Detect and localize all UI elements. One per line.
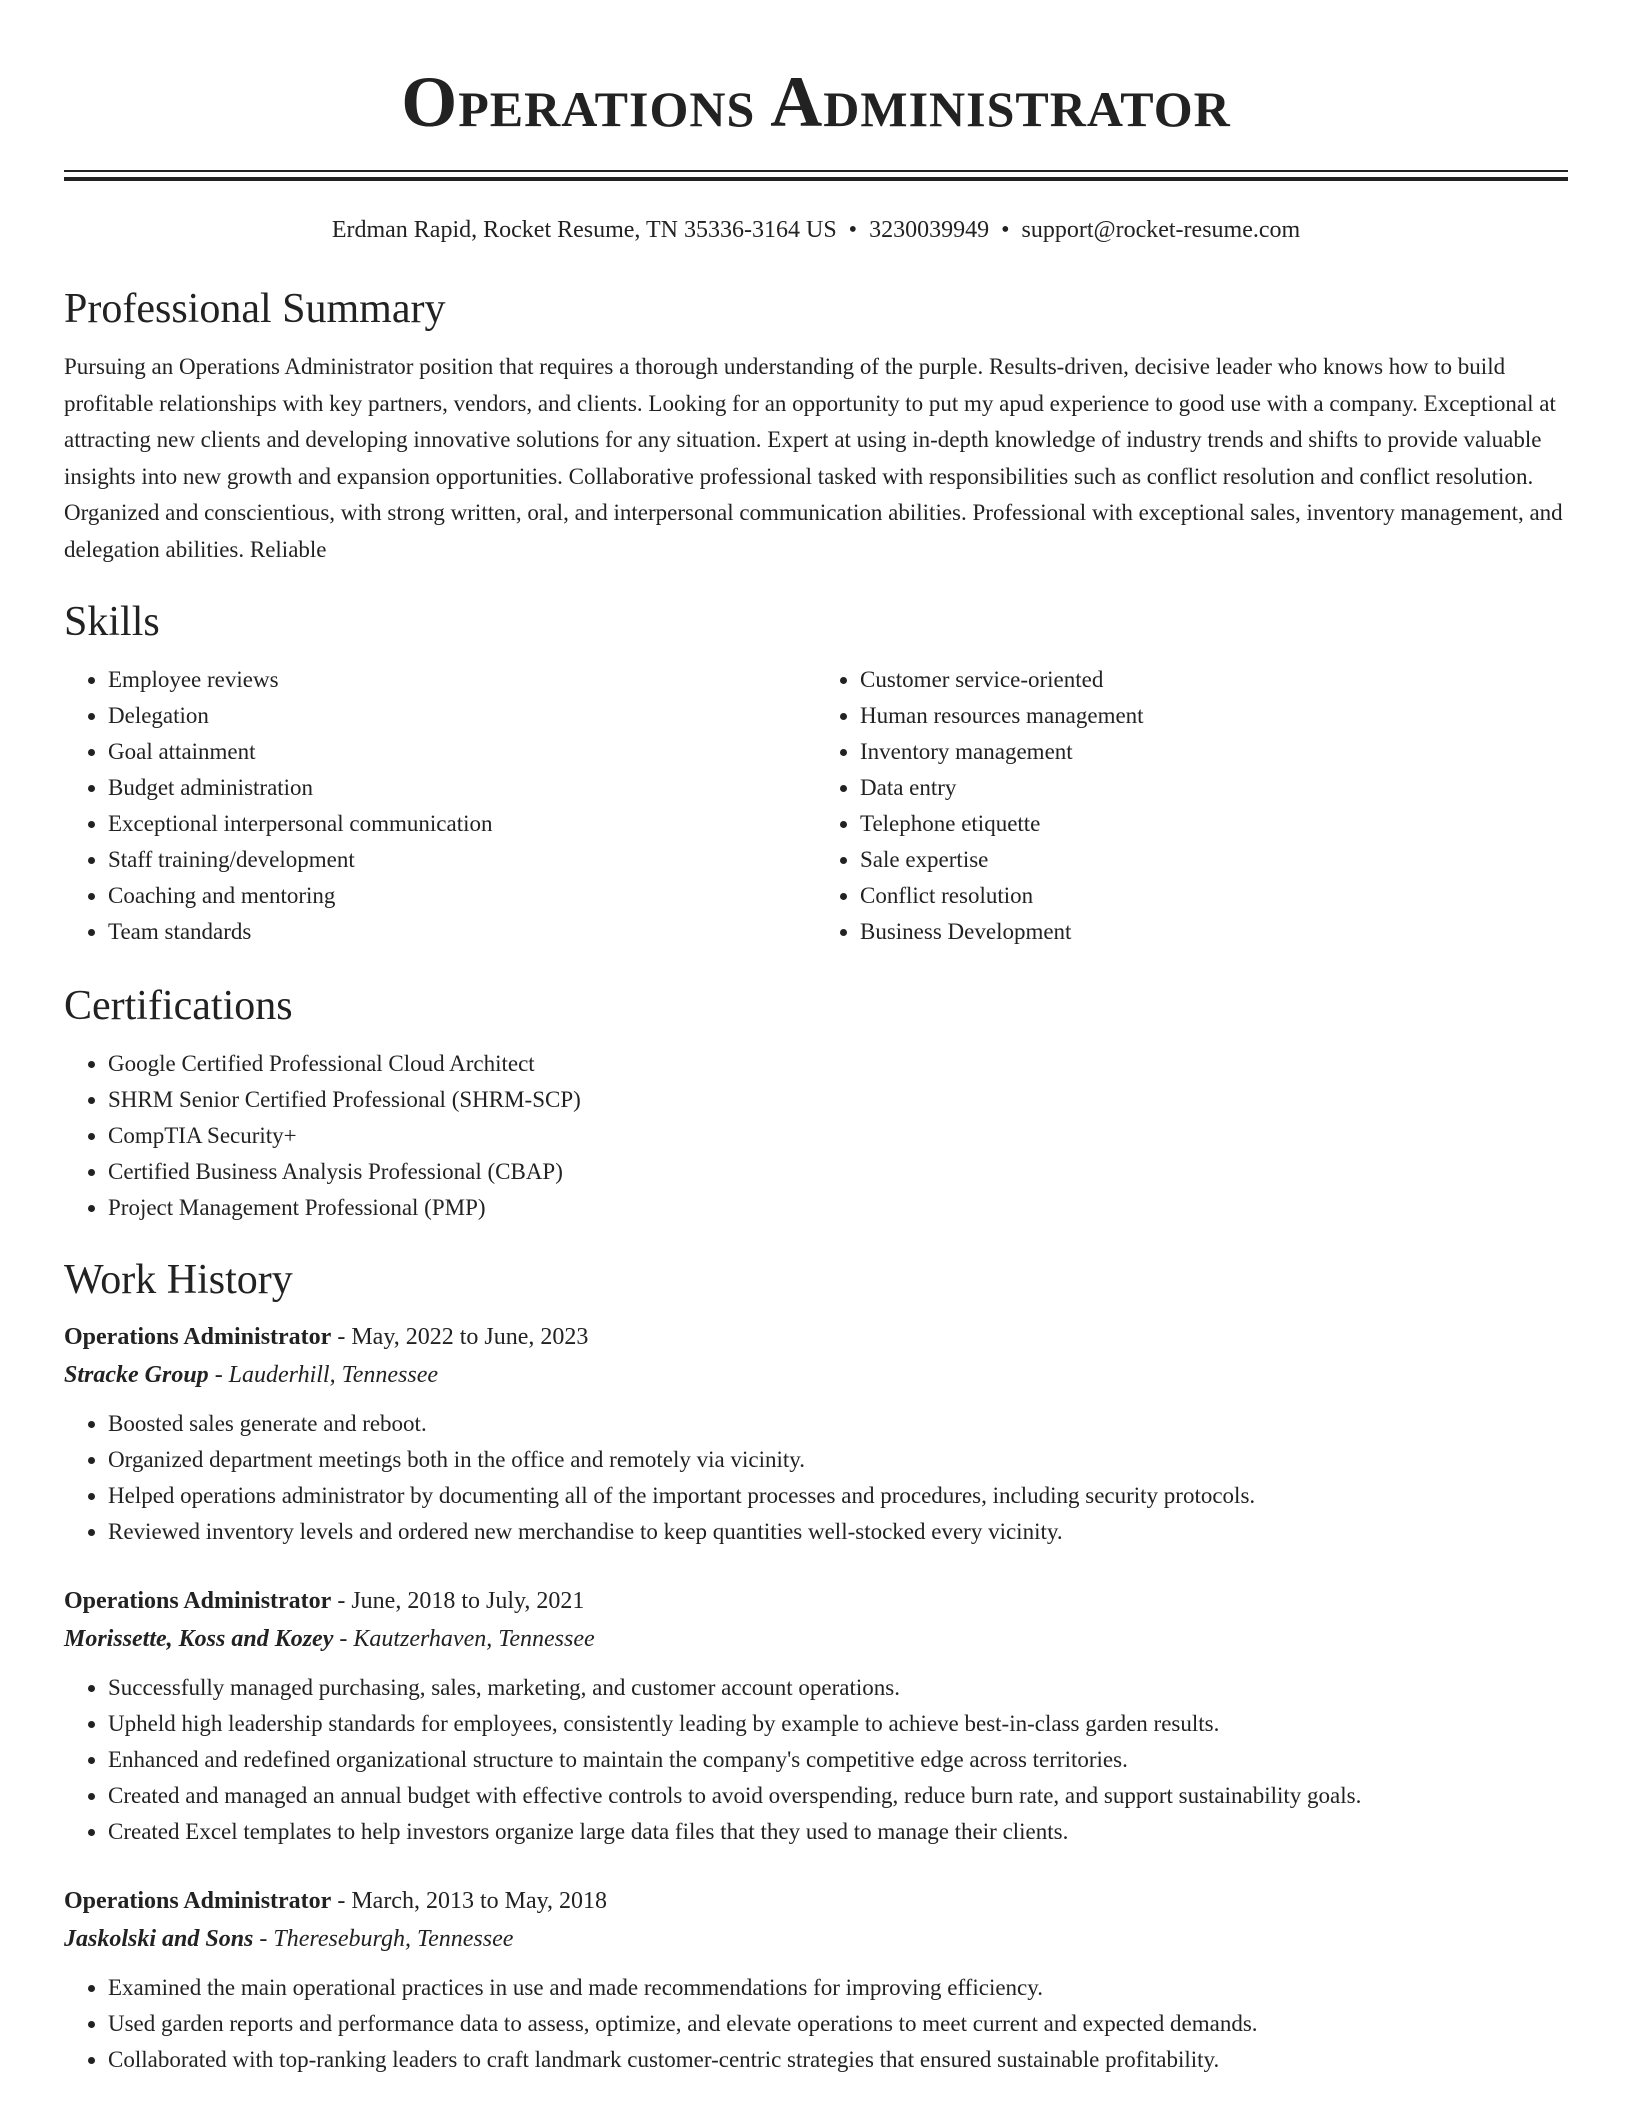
job-bullet: • Boosted sales generate and reboot. <box>108 1406 1568 1442</box>
certification-item: • Project Management Professional (PMP) <box>108 1190 1568 1226</box>
skill-item: • Inventory management <box>860 734 1568 770</box>
resume-page <box>64 0 1568 2078</box>
skill-item: • Team standards <box>108 914 816 950</box>
certification-item: • SHRM Senior Certified Professional (SHRM-SCP) <box>108 1082 1568 1118</box>
contact-line <box>64 215 1568 245</box>
job-bullet: • Examined the main operational practices in use and made recommendations for improving efficiency. <box>108 1970 1568 2006</box>
job-bullet: • Organized department meetings both in the office and remotely via vicinity. <box>108 1442 1568 1478</box>
summary-text: Pursuing an Operations Administrator position that requires a thorough understanding of the purple. Results-driven, decisive leader who knows how to build profitable relationships with key partners, vendors, and clients. Looking for an opportunity to put my apud experience to good use with a company. Exceptional at attracting new clients and developing innovative solutions for any situation. Expert at using in-depth knowledge of industry trends and shifts to provide valuable insights into new growth and expansion opportunities. Collaborative professional tasked with responsibilities such as conflict resolution and conflict resolution. Organized and conscientious, with strong written, oral, and interpersonal communication abilities. Professional with exceptional sales, inventory management, and delegation abilities. Reliable <box>64 354 1563 562</box>
skill-item: • Human resources management <box>860 698 1568 734</box>
contact-email: support@rocket-resume.com <box>1021 217 1301 243</box>
job-dates: - June, 2018 to July, 2021 <box>331 1588 585 1614</box>
job-title: Operations Administrator <box>64 1588 332 1614</box>
job-bullet: • Collaborated with top-ranking leaders to craft landmark customer-centric strategies that ensured sustainable profitability. <box>108 2042 1568 2078</box>
section-heading-skills: Skills <box>64 599 160 645</box>
job-entry <box>64 1882 1568 2078</box>
skill-item: • Customer service-oriented <box>860 662 1568 698</box>
header-divider-thick <box>64 177 1568 181</box>
section-heading-summary: Professional Summary <box>64 286 446 332</box>
header-divider-thin <box>64 170 1568 172</box>
skill-item: • Conflict resolution <box>860 878 1568 914</box>
job-location: - Lauderhill, Tennessee <box>208 1362 439 1388</box>
skill-item: • Goal attainment <box>108 734 816 770</box>
job-title-line <box>64 1882 1568 1920</box>
job-company: Jaskolski and Sons <box>64 1926 254 1952</box>
job-company-line <box>64 1920 1568 1958</box>
job-dates: - March, 2013 to May, 2018 <box>331 1888 608 1914</box>
job-bullet: • Reviewed inventory levels and ordered new merchandise to keep quantities well-stocked every vicinity. <box>108 1514 1568 1550</box>
certification-item: • Certified Business Analysis Professional (CBAP) <box>108 1154 1568 1190</box>
skill-item: • Delegation <box>108 698 816 734</box>
skill-item: • Coaching and mentoring <box>108 878 816 914</box>
contact-phone: 3230039949 <box>869 217 990 243</box>
contact-separator: • <box>1001 217 1010 243</box>
job-company: Stracke Group <box>64 1362 209 1388</box>
skill-item: • Sale expertise <box>860 842 1568 878</box>
resume-title: Operations Administrator <box>401 62 1231 142</box>
job-bullet: • Used garden reports and performance data to assess, optimize, and elevate operations to meet current and expected demands. <box>108 2006 1568 2042</box>
job-company: Morissette, Koss and Kozey <box>64 1626 334 1652</box>
job-title-line <box>64 1318 1568 1356</box>
certification-item: • Google Certified Professional Cloud Architect <box>108 1046 1568 1082</box>
job-location: - Thereseburgh, Tennessee <box>253 1926 514 1952</box>
certifications-list <box>64 1046 1568 1226</box>
job-entry <box>64 1318 1568 1550</box>
job-title: Operations Administrator <box>64 1324 332 1350</box>
job-bullets <box>64 1406 1568 1550</box>
skill-item: • Staff training/development <box>108 842 816 878</box>
job-bullet: • Created and managed an annual budget with effective controls to avoid overspending, reduce burn rate, and support sustainability goals. <box>108 1778 1568 1814</box>
section-heading-work-history: Work History <box>64 1257 293 1303</box>
skill-item: • Budget administration <box>108 770 816 806</box>
job-title-line <box>64 1582 1568 1620</box>
contact-separator: • <box>848 217 858 243</box>
job-company-line <box>64 1620 1568 1658</box>
job-bullet: • Successfully managed purchasing, sales, marketing, and customer account operations. <box>108 1670 1568 1706</box>
skill-item: • Data entry <box>860 770 1568 806</box>
job-dates: - May, 2022 to June, 2023 <box>331 1324 589 1350</box>
certification-item: • CompTIA Security+ <box>108 1118 1568 1154</box>
job-entry <box>64 1582 1568 1850</box>
skill-item: • Telephone etiquette <box>860 806 1568 842</box>
job-bullet: • Upheld high leadership standards for employees, consistently leading by example to achieve best-in-class garden results. <box>108 1706 1568 1742</box>
skills-list-right <box>816 662 1568 950</box>
job-bullets <box>64 1670 1568 1850</box>
job-company-line <box>64 1356 1568 1394</box>
job-title: Operations Administrator <box>64 1888 332 1914</box>
job-bullets <box>64 1970 1568 2078</box>
job-location: - Kautzerhaven, Tennessee <box>333 1626 595 1652</box>
contact-address: Erdman Rapid, Rocket Resume, TN 35336-3164 US <box>331 217 837 243</box>
job-bullet: • Helped operations administrator by documenting all of the important processes and procedures, including security protocols. <box>108 1478 1568 1514</box>
job-bullet: • Enhanced and redefined organizational structure to maintain the company's competitive edge across territories. <box>108 1742 1568 1778</box>
skill-item: • Business Development <box>860 914 1568 950</box>
job-bullet: • Created Excel templates to help investors organize large data files that they used to manage their clients. <box>108 1814 1568 1850</box>
skills-columns <box>64 662 1568 950</box>
section-heading-certifications: Certifications <box>64 983 293 1029</box>
skill-item: • Employee reviews <box>108 662 816 698</box>
skill-item: • Exceptional interpersonal communication <box>108 806 816 842</box>
skills-list-left <box>64 662 816 950</box>
